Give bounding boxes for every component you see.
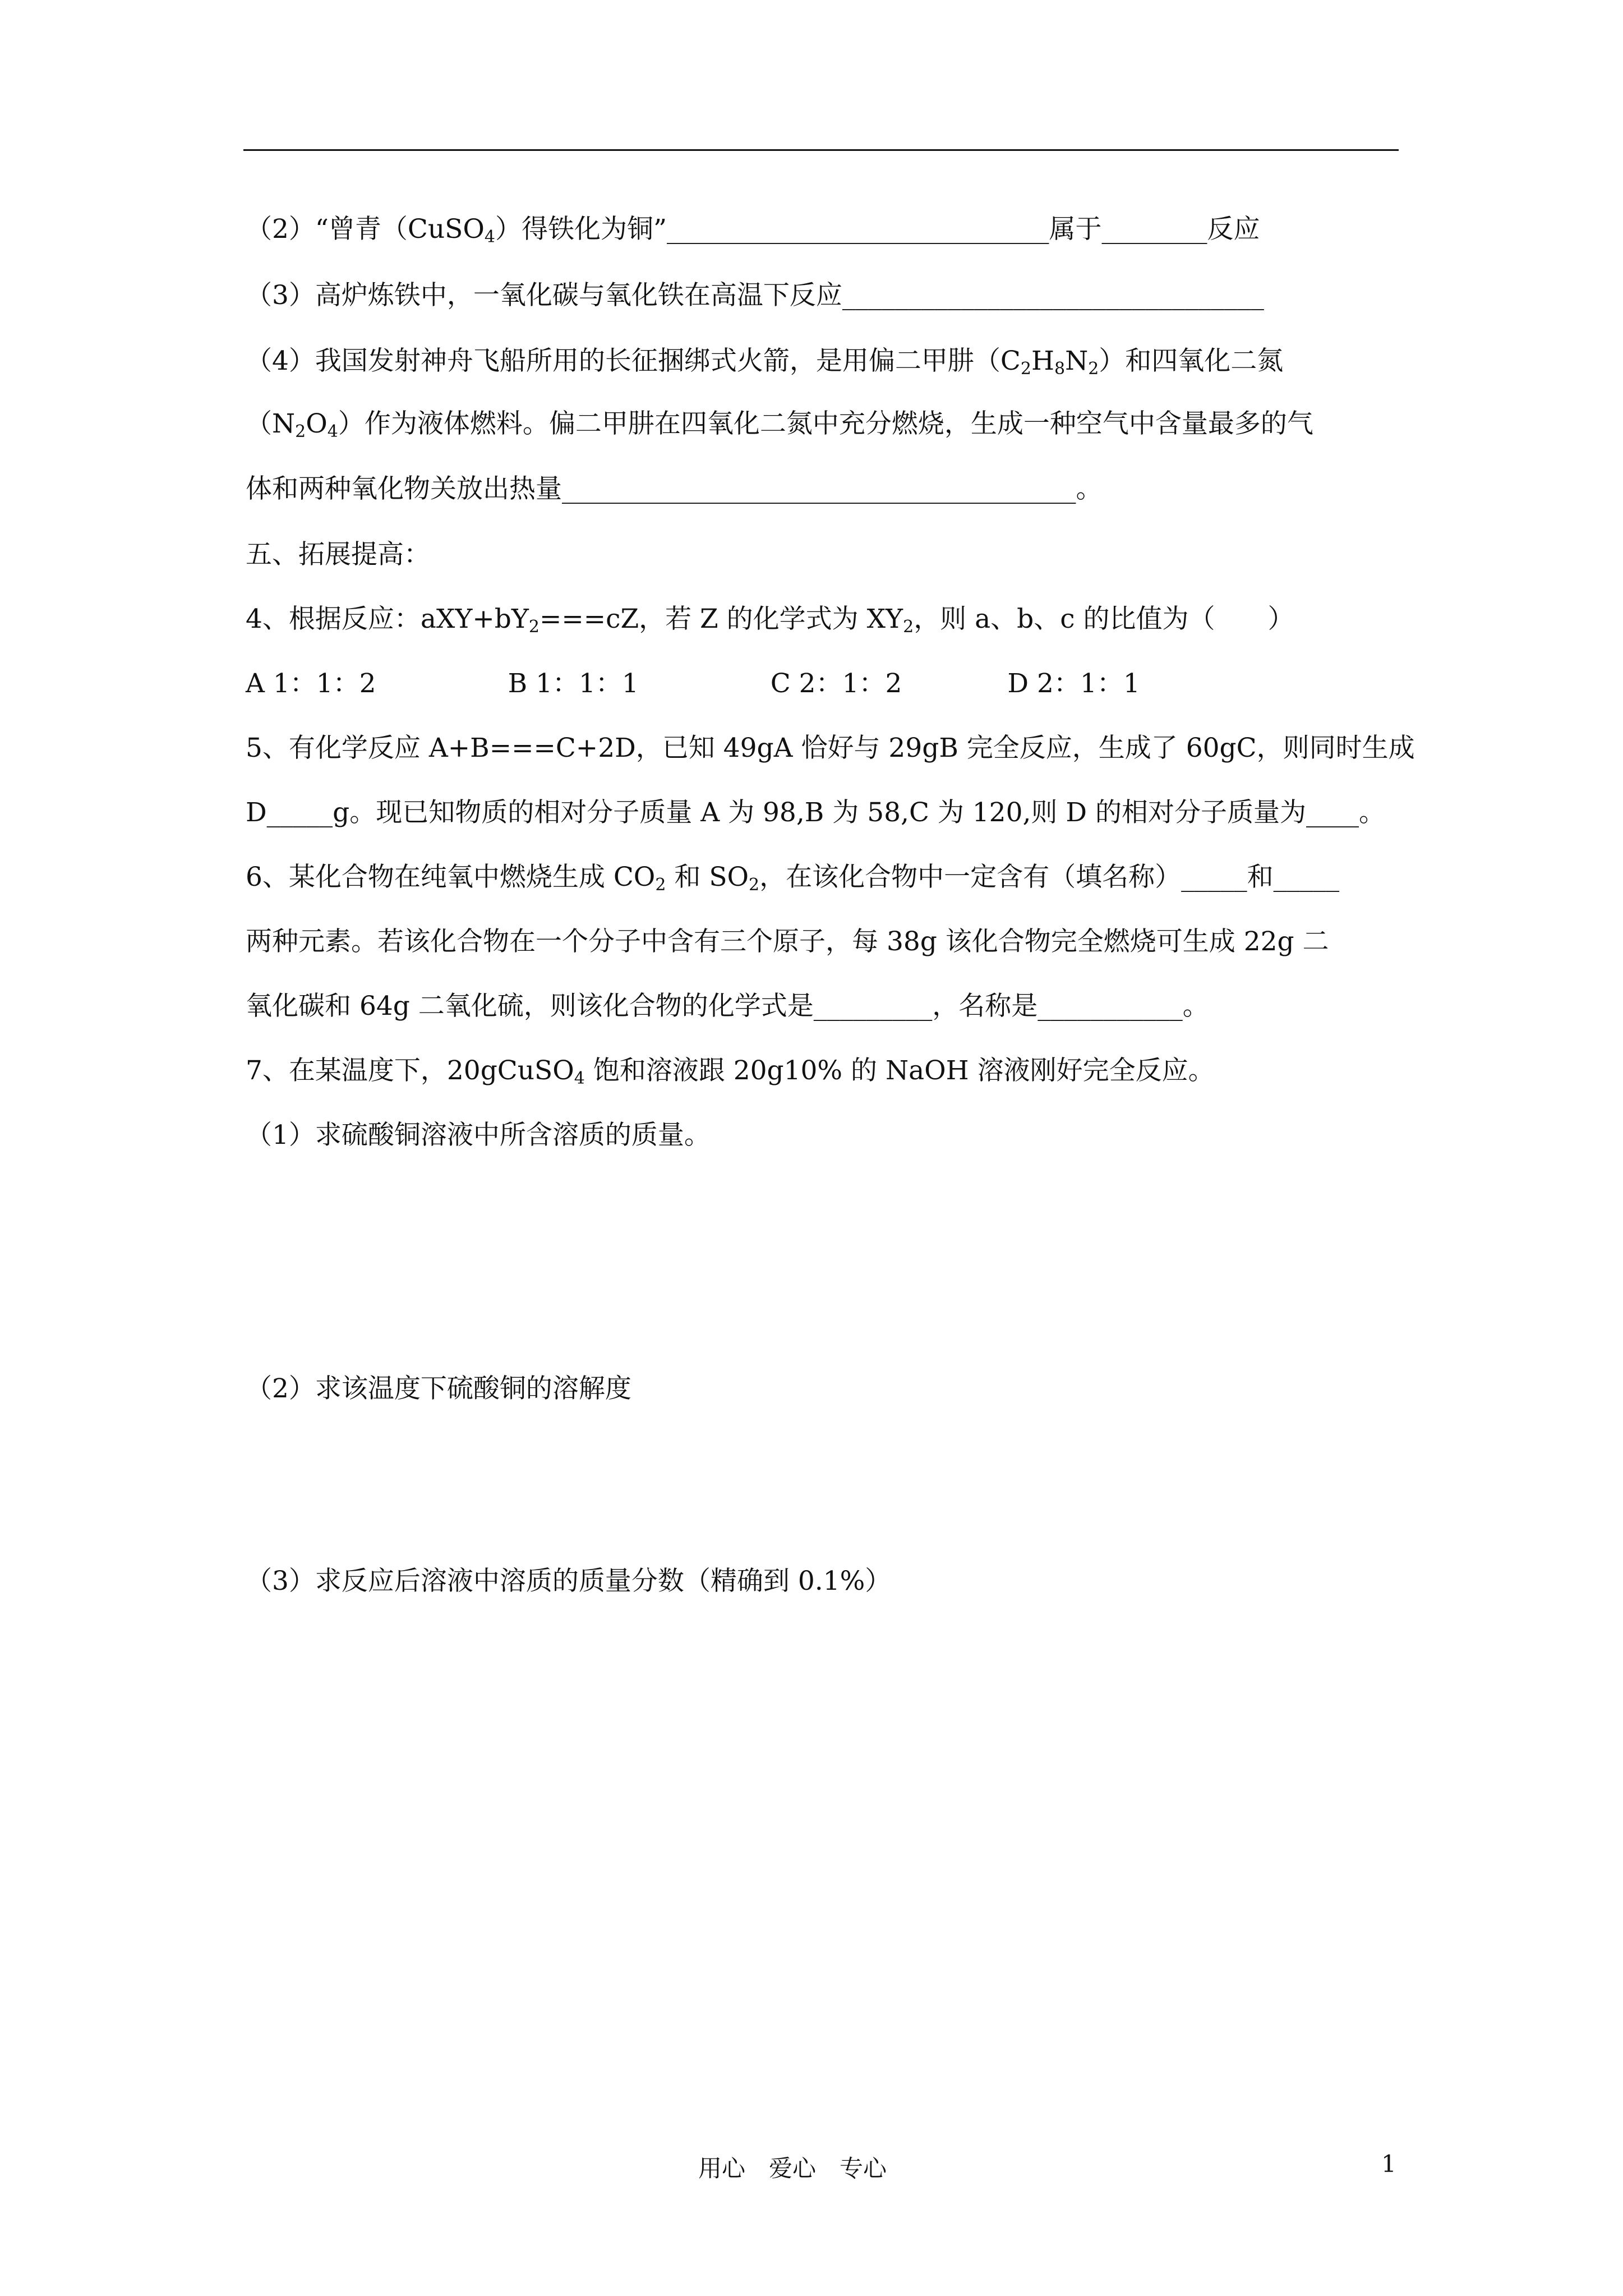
question-5-line2: D_____g。现已知物质的相对分子质量 A 为 98,B 为 58,C 为 120,则 D 的相对分子质量为____。 [246, 797, 1385, 828]
question-3-3: （3）高炉炼铁中，一氧化碳与氧化铁在高温下反应________________________________ [246, 280, 1264, 311]
question-6-line1: 6、某化合物在纯氧中燃烧生成 $CO_2$ 和 $SO_2$，在该化合物中一定含有（填名称）_____和_____ [246, 862, 1340, 895]
question-3-4-line3: 体和两种氧化物关放出热量_______________________________________。 [246, 473, 1103, 504]
question-6-line3: 氧化碳和 64g 二氧化硫，则该化合物的化学式是_________，名称是___________。 [246, 991, 1209, 1022]
question-6-line2: 两种元素。若该化合物在一个分子中含有三个原子，每 38g 该化合物完全燃烧可生成 22g 二 [246, 926, 1329, 957]
question-3-2: （2）“曾青（CuSO$_4$）得铁化为铜”_____________________________属于________反应 [246, 214, 1260, 247]
question-3-4-line2: $(N_2O_4)$作为液体燃料。偏二甲肼在四氧化二氮中充分燃烧，生成一种空气中含量最多的气 [246, 408, 1313, 441]
question-7-2: （2）求该温度下硫酸铜的溶解度 [246, 1373, 631, 1404]
question-4: 4、根据反应：$aXY+bY_2===cZ$，若 Z 的化学式为 $XY_2$，则 a、b、c 的比值为（ ） [246, 604, 1294, 637]
header-rule [243, 149, 1399, 151]
section-5-heading: 五、拓展提高： [246, 539, 430, 570]
question-3-4-line1: （4）我国发射神舟飞船所用的长征捆绑式火箭，是用偏二甲肼$(C_2H_8N_2)$和四氧化二氮 [246, 346, 1284, 379]
question-7-1: （1）求硫酸铜溶液中所含溶质的质量。 [246, 1120, 711, 1151]
question-7-3: （3）求反应后溶液中溶质的质量分数（精确到 0.1%） [246, 1566, 892, 1596]
question-7: 7、在某温度下，20gCuSO$_4$ 饱和溶液跟 20g10% 的 NaOH 溶液刚好完全反应。 [246, 1055, 1215, 1088]
footer-motto: 用心 爱心 专心 [698, 2155, 887, 2182]
question-5-line1: 5、有化学反应 A+B===C+2D，已知 49gA 恰好与 29gB 完全反应，生成了 60gC，则同时生成 [246, 733, 1415, 763]
question-4-options: A 1：1：2 B 1：1：1 C 2：1：2 D 2：1：1 [246, 668, 1140, 699]
page-number: 1 [1381, 2150, 1396, 2178]
